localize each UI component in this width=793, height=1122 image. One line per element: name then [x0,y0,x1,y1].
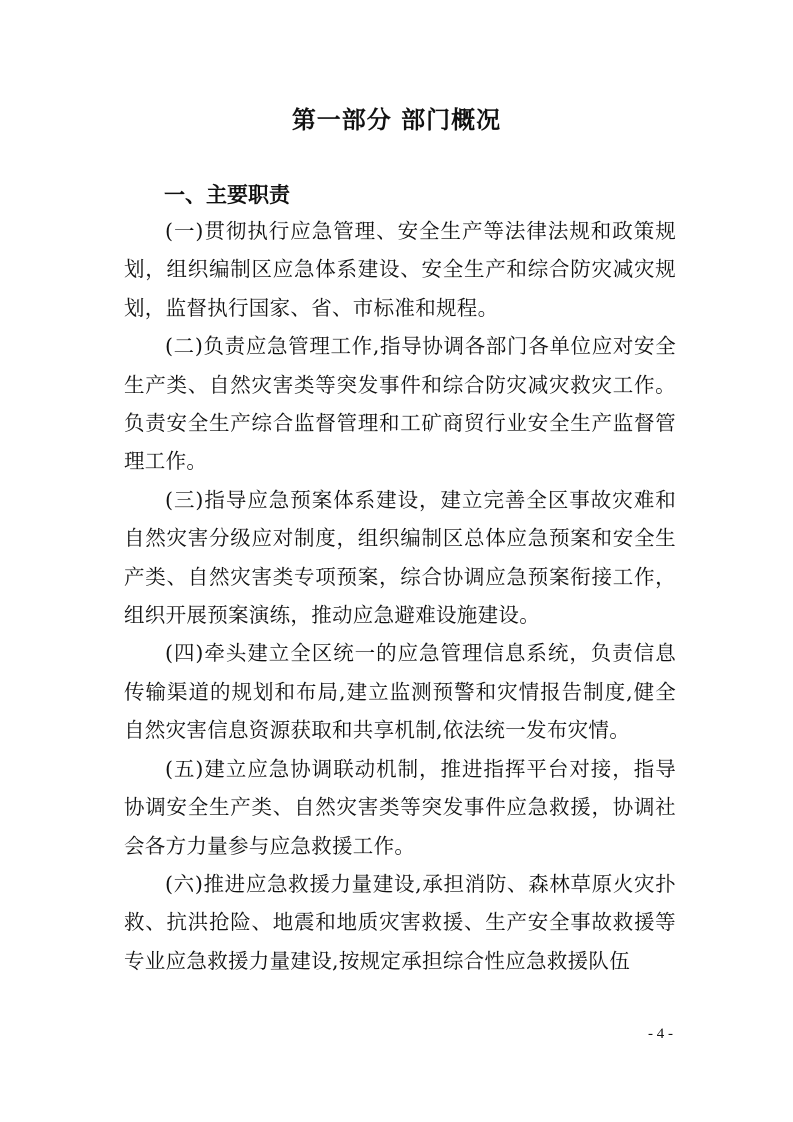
section-heading: 一、主要职责 [164,183,290,207]
page-number: - 4 - [648,1026,673,1042]
paragraph: (三)指导应急预案体系建设，建立完善全区事故灾难和自然灾害分级应对制度，组织编制区总体应急预案和安全生产类、自然灾害类专项预案，综合协调应急预案衔接工作，组织开展预案演练，推动应急避难设施建设。 [124,487,676,628]
paragraph: (一)贯彻执行应急管理、安全生产等法律法规和政策规划，组织编制区应急体系建设、安全生产和综合防灾减灾规划，监督执行国家、省、市标准和规程。 [124,219,676,320]
paragraph: (六)推进应急救援力量建设,承担消防、森林草原火灾扑救、抗洪抢险、地震和地质灾害救援、生产安全事故救援等专业应急救援力量建设,按规定承担综合性应急救援队伍 [124,871,676,973]
document-title: 第一部分 部门概况 [291,106,502,134]
paragraph: (四)牵头建立全区统一的应急管理信息系统，负责信息传输渠道的规划和布局,建立监测预警和灾情报告制度,健全自然灾害信息资源获取和共享机制,依法统一发布灾情。 [124,641,676,743]
paragraph: (五)建立应急协调联动机制，推进指挥平台对接，指导协调安全生产类、自然灾害类等突发事件应急救援，协调社会各方力量参与应急救援工作。 [124,756,676,858]
body-text [124,212,676,980]
paragraph: (二)负责应急管理工作,指导协调各部门各单位应对安全生产类、自然灾害类等突发事件和综合防灾减灾救灾工作。负责安全生产综合监督管理和工矿商贸行业安全生产监督管理工作。 [124,334,676,474]
